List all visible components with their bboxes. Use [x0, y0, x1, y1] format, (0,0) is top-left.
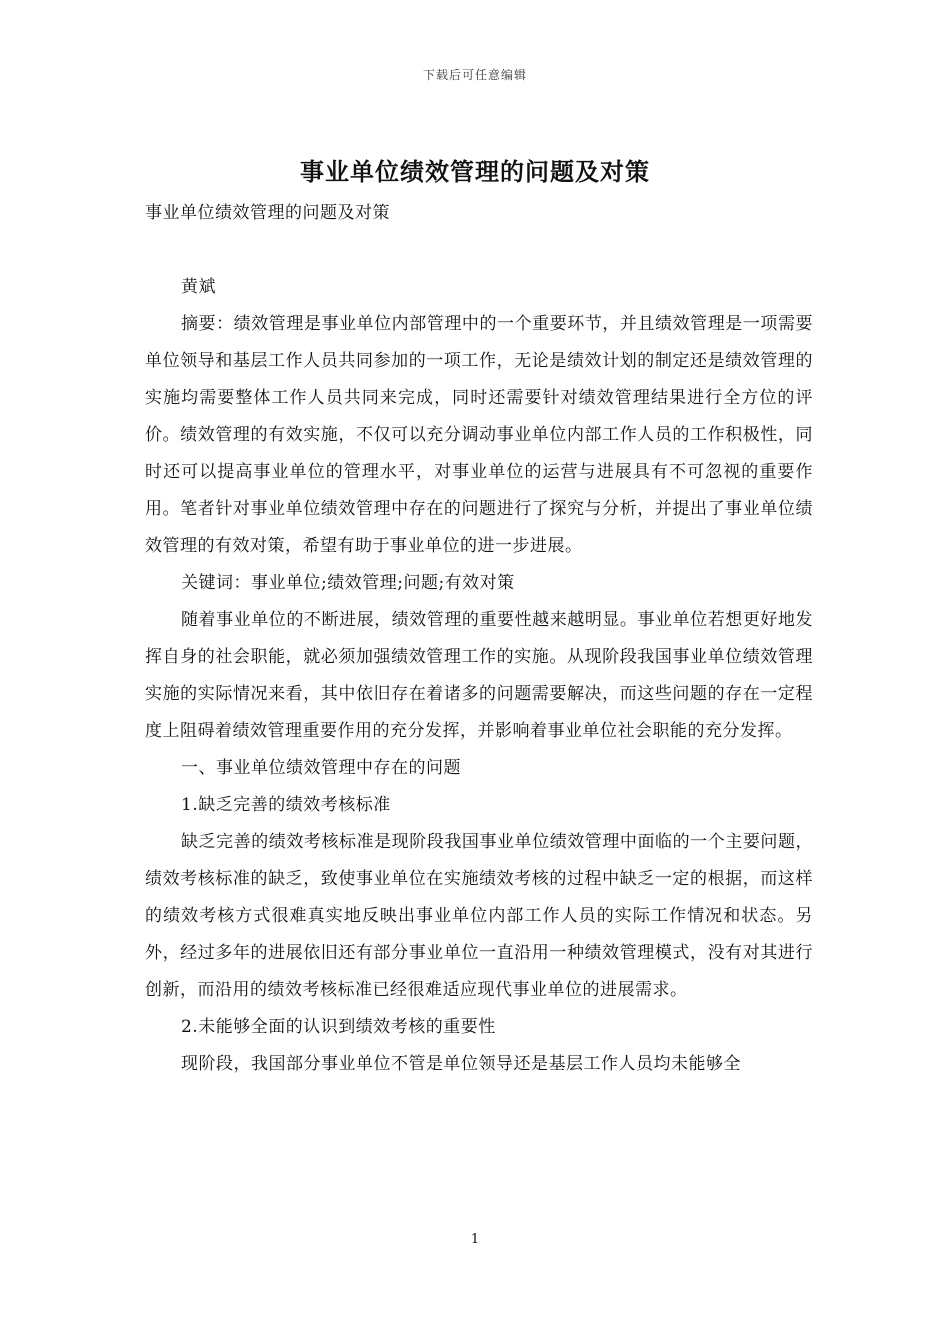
page-number: 1	[470, 1232, 480, 1247]
subtitle: 事业单位绩效管理的问题及对策	[145, 203, 390, 223]
blank-line	[145, 232, 813, 269]
subsection-heading-1: 1.缺乏完善的绩效考核标准	[181, 795, 391, 815]
document-title: 事业单位绩效管理的问题及对策	[300, 157, 650, 186]
section-heading-1: 一、事业单位绩效管理中存在的问题	[181, 758, 461, 778]
intro-paragraph: 随着事业单位的不断进展，绩效管理的重要性越来越明显。事业单位若想更好地发挥自身的社会职能，就必须加强绩效管理工作的实施。从现阶段我国事业单位绩效管理实施的实际情况来看，其中依旧存在着诸多的问题需要解决，而这些问题的存在一定程度上阻碍着绩效管理重要作用的充分发挥，并影响着事业单位社会职能的充分发挥。	[145, 610, 813, 741]
keywords-line: 关键词：事业单位;绩效管理;问题;有效对策	[181, 573, 515, 593]
header-note: 下载后可任意编辑	[422, 68, 527, 82]
subsection-heading-2: 2.未能够全面的认识到绩效考核的重要性	[181, 1017, 496, 1037]
author: 黄斌	[181, 277, 216, 297]
paragraph-1: 缺乏完善的绩效考核标准是现阶段我国事业单位绩效管理中面临的一个主要问题，绩效考核标准的缺乏，致使事业单位在实施绩效考核的过程中缺乏一定的根据，而这样的绩效考核方式很难真实地反映出事业单位内部工作人员的实际工作情况和状态。另外，经过多年的进展依旧还有部分事业单位一直沿用一种绩效管理模式，没有对其进行创新，而沿用的绩效考核标准已经很难适应现代事业单位的进展需求。	[145, 832, 813, 1000]
document-body	[145, 195, 813, 1083]
abstract-paragraph: 摘要：绩效管理是事业单位内部管理中的一个重要环节，并且绩效管理是一项需要单位领导和基层工作人员共同参加的一项工作，无论是绩效计划的制定还是绩效管理的实施均需要整体工作人员共同来完成，同时还需要针对绩效管理结果进行全方位的评价。绩效管理的有效实施，不仅可以充分调动事业单位内部工作人员的工作积极性，同时还可以提高事业单位的管理水平，对事业单位的运营与进展具有不可忽视的重要作用。笔者针对事业单位绩效管理中存在的问题进行了探究与分析，并提出了事业单位绩效管理的有效对策，希望有助于事业单位的进一步进展。	[145, 314, 813, 556]
paragraph-2: 现阶段，我国部分事业单位不管是单位领导还是基层工作人员均未能够全	[181, 1054, 741, 1074]
